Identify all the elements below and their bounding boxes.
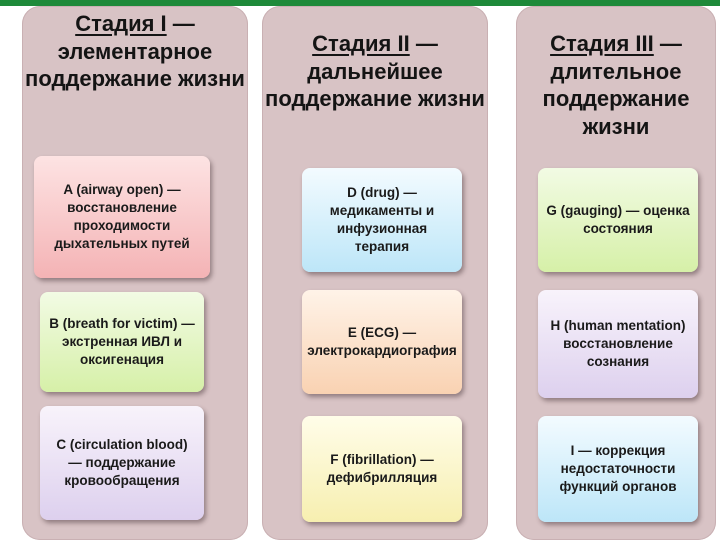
step-d-card bbox=[302, 168, 462, 272]
stage-2-subtitle: — дальнейшее поддержание жизни bbox=[265, 31, 485, 112]
stage-1-name: Стадия I bbox=[75, 11, 167, 36]
stage-3-title bbox=[516, 30, 716, 141]
step-a-text: A (airway open) — восстановление проходимости дыхательных путей bbox=[54, 181, 190, 252]
stage-2-panel bbox=[262, 6, 488, 540]
step-d-text: D (drug) — медикаменты и инфузионная терапия bbox=[329, 184, 435, 255]
stage-3-panel bbox=[516, 6, 716, 540]
step-f-text: F (fibrillation) — дефибрилляция bbox=[326, 451, 438, 485]
step-c-card bbox=[40, 406, 204, 520]
step-h-text: H (human mentation) восстановление сознания bbox=[550, 317, 686, 370]
stage-2-title bbox=[262, 30, 488, 113]
stage-2-name: Стадия II bbox=[312, 31, 410, 56]
stage-3-subtitle: — длительное поддержание жизни bbox=[542, 31, 690, 140]
step-g-card bbox=[538, 168, 698, 272]
step-b-card bbox=[40, 292, 204, 392]
step-i-text: I — коррекция недостаточности функций органов bbox=[559, 442, 677, 495]
step-b-text: B (breath for victim) — экстренная ИВЛ и оксигенация bbox=[49, 315, 195, 368]
step-i-card bbox=[538, 416, 698, 522]
stage-1-subtitle: — элементарное поддержание жизни bbox=[25, 11, 245, 92]
step-a-card bbox=[34, 156, 210, 278]
step-h-card bbox=[538, 290, 698, 398]
step-c-text: C (circulation blood) — поддержание кровообращения bbox=[56, 436, 188, 489]
stage-1-panel bbox=[22, 6, 248, 540]
step-e-card bbox=[302, 290, 462, 394]
stage-1-title bbox=[22, 10, 248, 93]
stage-3-name: Стадия III bbox=[550, 31, 654, 56]
step-f-card bbox=[302, 416, 462, 522]
step-e-text: E (ECG) — электрокардиография bbox=[307, 324, 457, 358]
step-g-text: G (gauging) — оценка состояния bbox=[546, 202, 690, 236]
